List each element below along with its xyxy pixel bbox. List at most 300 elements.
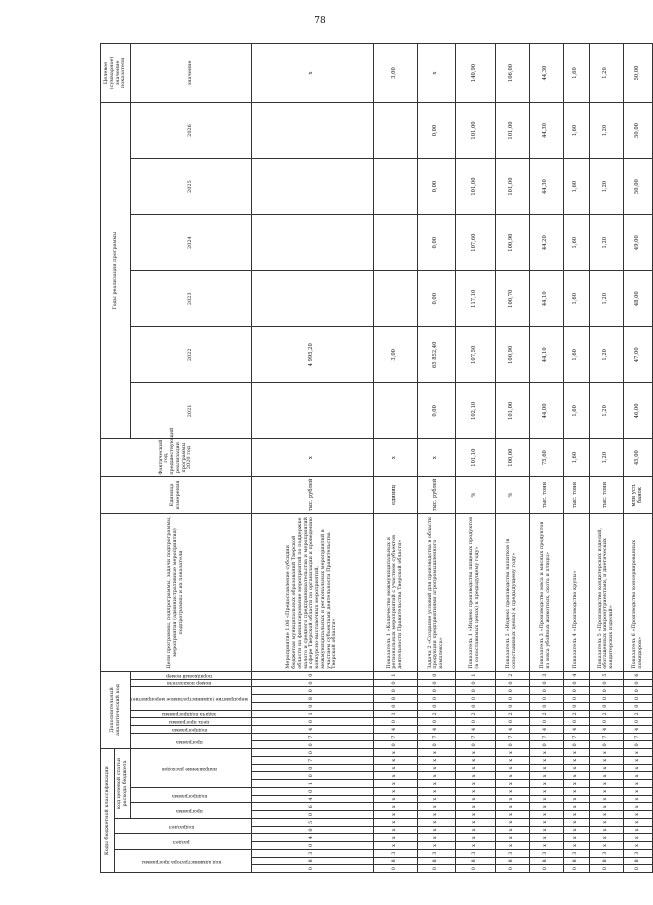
unit-cell: % — [495, 476, 529, 513]
unit-cell: тыс. тонн — [563, 476, 589, 513]
table-row — [589, 44, 623, 873]
budget-code-cell: х — [529, 772, 563, 780]
budget-code-cell: х — [455, 803, 495, 811]
year-value-cell: 44,10 — [529, 271, 563, 327]
budget-code-cell: х — [495, 811, 529, 819]
budget-code-cell: х — [417, 811, 455, 819]
analytic-code-cell: 0 — [623, 718, 652, 726]
budget-code-cell: х — [373, 787, 417, 795]
year-value-cell — [373, 383, 417, 439]
program-indicators-table — [100, 43, 653, 873]
budget-code-cell: х — [417, 764, 455, 772]
budget-code-cell: 0 — [251, 749, 373, 757]
item-name-cell: Показатель 1 «Индекс производства пищевых продуктов (в сопоставимых ценах) к предыдущему году» — [455, 514, 495, 672]
year-value-cell: 1,60 — [563, 327, 589, 383]
analytic-code-cell: 0 — [529, 687, 563, 695]
analytic-code-cell: 0 — [589, 718, 623, 726]
analytic-code-cell: 0 — [251, 679, 373, 687]
analytic-code-cell: 0 — [455, 679, 495, 687]
analytic-code-cell: 0 — [417, 679, 455, 687]
analytic-program-subheader: программа — [131, 733, 252, 748]
year-value-cell: 65 852,40 — [417, 327, 455, 383]
budget-code-cell: х — [495, 826, 529, 834]
analytic-code-cell: 3 — [529, 671, 563, 679]
budget-code-cell: х — [455, 780, 495, 788]
target-value-cell: 1,60 — [563, 44, 589, 103]
budget-code-cell: 0 — [251, 826, 373, 834]
budget-code-cell: х — [563, 756, 589, 764]
year-value-cell — [251, 159, 373, 215]
budget-code-cell: х — [589, 826, 623, 834]
target-article-subheader: код целевой статьи расхода бюджета — [115, 749, 131, 819]
budget-code-cell: 0 — [495, 865, 529, 873]
budget-code-cell: 4 — [251, 795, 373, 803]
analytic-code-cell: 0 — [455, 702, 495, 710]
analytic-code-cell: 0 — [529, 695, 563, 703]
budget-code-cell: х — [417, 756, 455, 764]
year-value-cell: 1,20 — [589, 383, 623, 439]
analytic-code-cell: 2 — [589, 710, 623, 718]
budget-code-cell: х — [623, 756, 652, 764]
year-value-cell: 101,00 — [495, 383, 529, 439]
table-row — [623, 44, 652, 873]
year-value-cell: 50,00 — [623, 102, 652, 158]
budget-code-cell: 3 — [251, 849, 373, 857]
budget-code-cell: 0 — [251, 842, 373, 850]
budget-code-cell: 0 — [529, 865, 563, 873]
analytic-code-cell: 0 — [529, 718, 563, 726]
budget-code-cell: х — [623, 764, 652, 772]
budget-code-cell: 3 — [563, 849, 589, 857]
analytic-code-cell: 0 — [589, 741, 623, 749]
budget-code-cell: х — [455, 842, 495, 850]
budget-code-cell: х — [455, 811, 495, 819]
analytic-code-cell: 4 — [417, 726, 455, 734]
analytic-subprogram-subheader: подпрограмма — [131, 726, 252, 734]
year-value-cell: 48,00 — [623, 271, 652, 327]
unit-cell: тыс. тонн — [589, 476, 623, 513]
analytic-code-cell: 0 — [373, 718, 417, 726]
budget-code-cell: х — [455, 818, 495, 826]
budget-code-cell: х — [563, 826, 589, 834]
year-value-cell: 44,00 — [529, 383, 563, 439]
year-value-cell: 107,50 — [455, 327, 495, 383]
item-name-cell: Показатель 3 «Производство мяса и мясных продуктов из мяса убойных животных, скота и птицы» — [529, 514, 563, 672]
analytic-code-cell: 0 — [563, 687, 589, 695]
budget-code-cell: 0 — [455, 865, 495, 873]
year-value-cell: 100,90 — [495, 327, 529, 383]
budget-code-cell: х — [563, 764, 589, 772]
budget-code-cell: х — [495, 749, 529, 757]
table-row — [455, 44, 495, 873]
budget-code-cell: х — [623, 749, 652, 757]
analytic-code-cell: 0 — [251, 671, 373, 679]
budget-code-cell: х — [417, 834, 455, 842]
budget-code-cell: 0 — [417, 865, 455, 873]
budget-code-cell: х — [623, 818, 652, 826]
budget-code-cell: х — [373, 818, 417, 826]
budget-code-cell: 0 — [373, 865, 417, 873]
budget-code-cell: 0 — [563, 865, 589, 873]
item-name-cell: Задача 2 «Создание условий для производства в области продукции предприятиями агропромышленного комплекса» — [417, 514, 455, 672]
budget-code-cell: х — [495, 818, 529, 826]
analytic-code-cell: 0 — [623, 741, 652, 749]
item-name-cell: Показатель 2 «Индекс производства напитков (в сопоставимых ценах) к предыдущему году» — [495, 514, 529, 672]
budget-code-cell: 3 — [623, 849, 652, 857]
year-value-cell: 1,60 — [563, 159, 589, 215]
budget-code-cell: х — [495, 834, 529, 842]
budget-code-cell: х — [495, 795, 529, 803]
budget-code-cell: х — [623, 842, 652, 850]
year-value-cell: 1,20 — [589, 327, 623, 383]
budget-code-cell: х — [623, 787, 652, 795]
analytic-code-cell: 8 — [373, 695, 417, 703]
fact-year-value-cell: 1,20 — [589, 439, 623, 476]
year-value-cell: 1,20 — [589, 159, 623, 215]
unit-cell: % — [455, 476, 495, 513]
analytic-code-cell: 4 — [495, 726, 529, 734]
budget-code-cell: 1 — [251, 780, 373, 788]
analytic-code-cell: 1 — [373, 710, 417, 718]
expense-direction-subheader: направление расходов — [131, 749, 252, 788]
analytic-code-cell: 2 — [563, 710, 589, 718]
analytic-code-cell: 0 — [495, 687, 529, 695]
budget-code-cell: 0 — [623, 865, 652, 873]
budget-code-cell: х — [623, 780, 652, 788]
budget-code-cell: х — [589, 780, 623, 788]
year-value-cell — [251, 102, 373, 158]
budget-code-cell: х — [529, 818, 563, 826]
year-value-cell: 1,60 — [563, 102, 589, 158]
budget-code-cell: х — [563, 834, 589, 842]
budget-code-cell: х — [417, 818, 455, 826]
analytic-code-cell: 0 — [563, 695, 589, 703]
budget-code-cell: 8 — [495, 857, 529, 865]
table-row — [251, 44, 373, 873]
item-name-cell: Показатель 6 «Производство консервированных помидоров» — [623, 514, 652, 672]
budget-code-cell: 0 — [251, 772, 373, 780]
year-value-cell: 0,00 — [417, 159, 455, 215]
budget-code-cell: х — [529, 749, 563, 757]
target-value-cell: х — [417, 44, 455, 103]
analytic-code-cell: 0 — [251, 702, 373, 710]
budget-code-cell: х — [495, 842, 529, 850]
analytic-code-cell: 7 — [563, 733, 589, 741]
budget-code-cell: х — [373, 756, 417, 764]
budget-code-cell: х — [529, 803, 563, 811]
budget-code-cell: х — [563, 803, 589, 811]
analytic-code-cell: 7 — [251, 733, 373, 741]
budget-code-cell: х — [589, 756, 623, 764]
analytic-code-cell: 0 — [455, 718, 495, 726]
year-value-cell: 117,10 — [455, 271, 495, 327]
budget-code-cell: х — [529, 787, 563, 795]
fact-year-value-cell: 100,00 — [495, 439, 529, 476]
analytic-code-cell: 0 — [417, 671, 455, 679]
subsection-subheader: подраздел — [115, 818, 252, 833]
budget-code-cell: х — [589, 834, 623, 842]
analytic-code-cell: 4 — [563, 726, 589, 734]
target-value-cell: 50,00 — [623, 44, 652, 103]
year-value-cell: 0,00 — [417, 271, 455, 327]
budget-code-cell: х — [623, 803, 652, 811]
year-value-cell: 49,00 — [623, 215, 652, 271]
analytic-code-cell: 7 — [529, 733, 563, 741]
budget-code-cell: х — [529, 795, 563, 803]
target-value-cell: 3,00 — [373, 44, 417, 103]
analytic-task-subheader: задача подпрограммы — [131, 710, 252, 718]
unit-cell: тыс. рублей — [251, 476, 373, 513]
budget-code-cell: х — [417, 842, 455, 850]
analytic-code-cell: 4 — [251, 726, 373, 734]
budget-code-cell: 0 — [251, 811, 373, 819]
analytic-code-cell: 7 — [495, 733, 529, 741]
target-value-cell: 140,90 — [455, 44, 495, 103]
year-value-cell: 1,60 — [563, 271, 589, 327]
target-value-cell: х — [251, 44, 373, 103]
table-row — [373, 44, 417, 873]
budget-code-cell: х — [373, 795, 417, 803]
analytic-code-cell: 0 — [589, 702, 623, 710]
analytic-code-cell: 7 — [589, 733, 623, 741]
budget-code-cell: х — [563, 772, 589, 780]
budget-code-cell: х — [417, 772, 455, 780]
budget-code-cell: 3 — [373, 849, 417, 857]
year-value-cell — [251, 383, 373, 439]
budget-code-cell: 0 — [251, 865, 373, 873]
budget-code-cell: 6 — [251, 803, 373, 811]
year-2025-header: 2025 — [131, 159, 252, 215]
year-value-cell: 100,70 — [495, 271, 529, 327]
analytic-activity-subheader: мероприятие (административное мероприятие) — [131, 687, 252, 710]
year-value-cell: 44,20 — [529, 215, 563, 271]
analytic-code-cell: 0 — [495, 741, 529, 749]
analytic-code-cell: 4 — [455, 726, 495, 734]
analytic-code-cell: 7 — [417, 733, 455, 741]
year-value-cell: 101,00 — [495, 102, 529, 158]
table-row — [417, 44, 455, 873]
budget-code-cell: х — [563, 780, 589, 788]
year-value-cell — [251, 215, 373, 271]
analytic-code-cell: 0 — [623, 687, 652, 695]
table-row — [529, 44, 563, 873]
budget-code-cell: х — [417, 795, 455, 803]
budget-code-cell: х — [373, 834, 417, 842]
analytic-code-cell: 2 — [495, 710, 529, 718]
year-2023-header: 2023 — [131, 271, 252, 327]
year-value-cell: 1,20 — [589, 102, 623, 158]
analytic-code-cell: 0 — [495, 718, 529, 726]
fact-year-column-header: Фактический год, предшествующий реализации программы 2020 год — [101, 439, 252, 476]
budget-code-cell: 4 — [251, 834, 373, 842]
fact-year-value-cell: 75,60 — [529, 439, 563, 476]
year-value-cell: 101,00 — [495, 159, 529, 215]
year-value-cell — [373, 102, 417, 158]
budget-code-cell: х — [529, 756, 563, 764]
budget-code-cell: х — [529, 842, 563, 850]
budget-code-cell: х — [529, 826, 563, 834]
budget-code-cell: х — [373, 764, 417, 772]
target-value-subheader: значение — [131, 44, 252, 103]
analytic-code-cell: 0 — [417, 702, 455, 710]
analytic-ordinal-subheader: порядковый номер — [131, 671, 252, 679]
analytic-code-cell: 0 — [455, 695, 495, 703]
year-value-cell: 44,30 — [529, 102, 563, 158]
budget-code-cell: х — [455, 834, 495, 842]
budget-code-cell: х — [495, 756, 529, 764]
unit-cell: единиц — [373, 476, 417, 513]
budget-code-cell: х — [495, 803, 529, 811]
analytic-code-header: Дополнительный аналитический код — [101, 671, 131, 749]
analytic-code-cell: 0 — [417, 741, 455, 749]
analytic-code-cell: 0 — [417, 718, 455, 726]
analytic-code-cell: 1 — [455, 671, 495, 679]
budget-code-cell: 8 — [455, 857, 495, 865]
year-value-cell: 44,10 — [529, 327, 563, 383]
analytic-code-cell: 0 — [623, 679, 652, 687]
budget-code-cell: 0 — [589, 865, 623, 873]
budget-code-cell: х — [495, 780, 529, 788]
analytic-code-cell: 0 — [455, 687, 495, 695]
analytic-code-cell: 0 — [623, 702, 652, 710]
budget-code-cell: х — [417, 749, 455, 757]
budget-code-cell: х — [623, 834, 652, 842]
year-2024-header: 2024 — [131, 215, 252, 271]
analytic-code-cell: 0 — [495, 679, 529, 687]
rotated-table-wrapper — [100, 43, 643, 873]
budget-code-cell: 3 — [417, 849, 455, 857]
analytic-code-cell: 2 — [417, 710, 455, 718]
analytic-code-cell: 1 — [373, 671, 417, 679]
unit-cell: тыс. тонн — [529, 476, 563, 513]
budget-code-cell: х — [455, 787, 495, 795]
budget-code-cell: х — [563, 842, 589, 850]
budget-code-cell: 8 — [529, 857, 563, 865]
analytic-code-cell: 0 — [455, 741, 495, 749]
analytic-code-cell: 4 — [373, 726, 417, 734]
fact-year-value-cell: 45,00 — [623, 439, 652, 476]
year-value-cell: 1,60 — [563, 215, 589, 271]
budget-code-cell: 3 — [589, 849, 623, 857]
analytic-code-cell: 0 — [417, 687, 455, 695]
year-value-cell: 0,00 — [417, 102, 455, 158]
analytic-code-cell: 4 — [589, 726, 623, 734]
year-value-cell — [251, 271, 373, 327]
table-body — [251, 44, 652, 873]
budget-code-cell: х — [495, 787, 529, 795]
budget-code-cell: х — [623, 826, 652, 834]
budget-code-cell: х — [563, 795, 589, 803]
analytic-code-cell: 0 — [563, 702, 589, 710]
analytic-code-cell: 7 — [623, 733, 652, 741]
budget-code-cell: 8 — [251, 857, 373, 865]
budget-code-cell: 8 — [417, 857, 455, 865]
budget-code-cell: х — [495, 764, 529, 772]
budget-code-cell: х — [563, 818, 589, 826]
admin-code-subheader: код администратора программы — [115, 849, 252, 872]
budget-code-cell: х — [455, 826, 495, 834]
analytic-code-cell: 4 — [563, 671, 589, 679]
analytic-code-cell: 4 — [529, 726, 563, 734]
year-value-cell: 100,90 — [495, 215, 529, 271]
analytic-code-cell: 0 — [529, 679, 563, 687]
analytic-code-cell: 0 — [373, 687, 417, 695]
budget-code-cell: х — [417, 826, 455, 834]
budget-code-cell: 3 — [455, 849, 495, 857]
year-2022-header: 2022 — [131, 327, 252, 383]
target-value-cell: 1,20 — [589, 44, 623, 103]
target-value-header: Целевое (суммарное) значение показателя — [101, 44, 131, 103]
section-subheader: раздел — [115, 834, 252, 849]
year-2026-header: 2026 — [131, 102, 252, 158]
year-value-cell — [373, 159, 417, 215]
budget-code-cell: х — [455, 772, 495, 780]
program-code-subheader: программа — [131, 803, 252, 818]
budget-code-cell: х — [529, 780, 563, 788]
fact-year-value-cell: х — [417, 439, 455, 476]
analytic-code-cell: 4 — [623, 726, 652, 734]
year-value-cell: 1,20 — [589, 271, 623, 327]
budget-code-cell: х — [417, 787, 455, 795]
budget-code-cell: х — [529, 764, 563, 772]
year-value-cell: 44,30 — [529, 159, 563, 215]
budget-code-cell: х — [417, 803, 455, 811]
analytic-code-cell: 0 — [251, 687, 373, 695]
analytic-code-cell: 5 — [589, 671, 623, 679]
budget-code-cell: 3 — [495, 849, 529, 857]
year-value-cell: 3,00 — [373, 327, 417, 383]
item-name-cell: Показатель 4 «Производство крупы» — [563, 514, 589, 672]
analytic-code-cell: 2 — [529, 710, 563, 718]
year-value-cell: 101,00 — [455, 102, 495, 158]
budget-code-cell: х — [417, 780, 455, 788]
budget-code-cell: х — [589, 818, 623, 826]
budget-code-cell: 8 — [563, 857, 589, 865]
budget-code-cell: х — [563, 811, 589, 819]
item-name-cell: Показатель 5 «Производство кондитерских изделий, обогащенных микронутриентами, и диетических кондитерских изделий» — [589, 514, 623, 672]
budget-code-cell: х — [455, 764, 495, 772]
year-value-cell: 47,00 — [623, 327, 652, 383]
budget-code-cell: х — [589, 811, 623, 819]
page-number: 78 — [314, 16, 326, 26]
fact-year-value-cell: 101,10 — [455, 439, 495, 476]
year-value-cell: 101,00 — [455, 159, 495, 215]
item-name-cell: Мероприятие 1.06 «Предоставление субсидии бюджетам муниципальных образований Тверской области на финансирование мероприятий по поддержке малого и среднего предпринимательства и мероприятий в сфере Тверской области по организации и проведению конкурсно-выставочных мероприятий, межмуниципальных и региональных мероприятий в участием субъектами деятельности Правительства Тверской области» — [251, 514, 373, 672]
budget-code-cell: х — [589, 842, 623, 850]
fact-year-value-cell: х — [251, 439, 373, 476]
analytic-code-cell: 0 — [417, 695, 455, 703]
fact-year-value-cell: 1,60 — [563, 439, 589, 476]
year-value-cell — [373, 271, 417, 327]
budget-code-cell: х — [373, 811, 417, 819]
budget-code-cell: х — [373, 842, 417, 850]
analytic-code-cell: 2 — [495, 671, 529, 679]
analytic-code-cell: 7 — [455, 733, 495, 741]
budget-code-cell: 0 — [251, 764, 373, 772]
budget-code-cell: х — [455, 795, 495, 803]
analytic-code-cell: 1 — [251, 710, 373, 718]
budget-code-cell: х — [623, 795, 652, 803]
table-row — [563, 44, 589, 873]
unit-cell: млн усл. банок — [623, 476, 652, 513]
budget-code-cell: х — [563, 749, 589, 757]
analytic-code-cell: 0 — [563, 718, 589, 726]
table-row — [495, 44, 529, 873]
budget-code-cell: х — [623, 772, 652, 780]
target-value-cell: 44,30 — [529, 44, 563, 103]
year-value-cell: 50,00 — [623, 159, 652, 215]
year-value-cell: 107,60 — [455, 215, 495, 271]
